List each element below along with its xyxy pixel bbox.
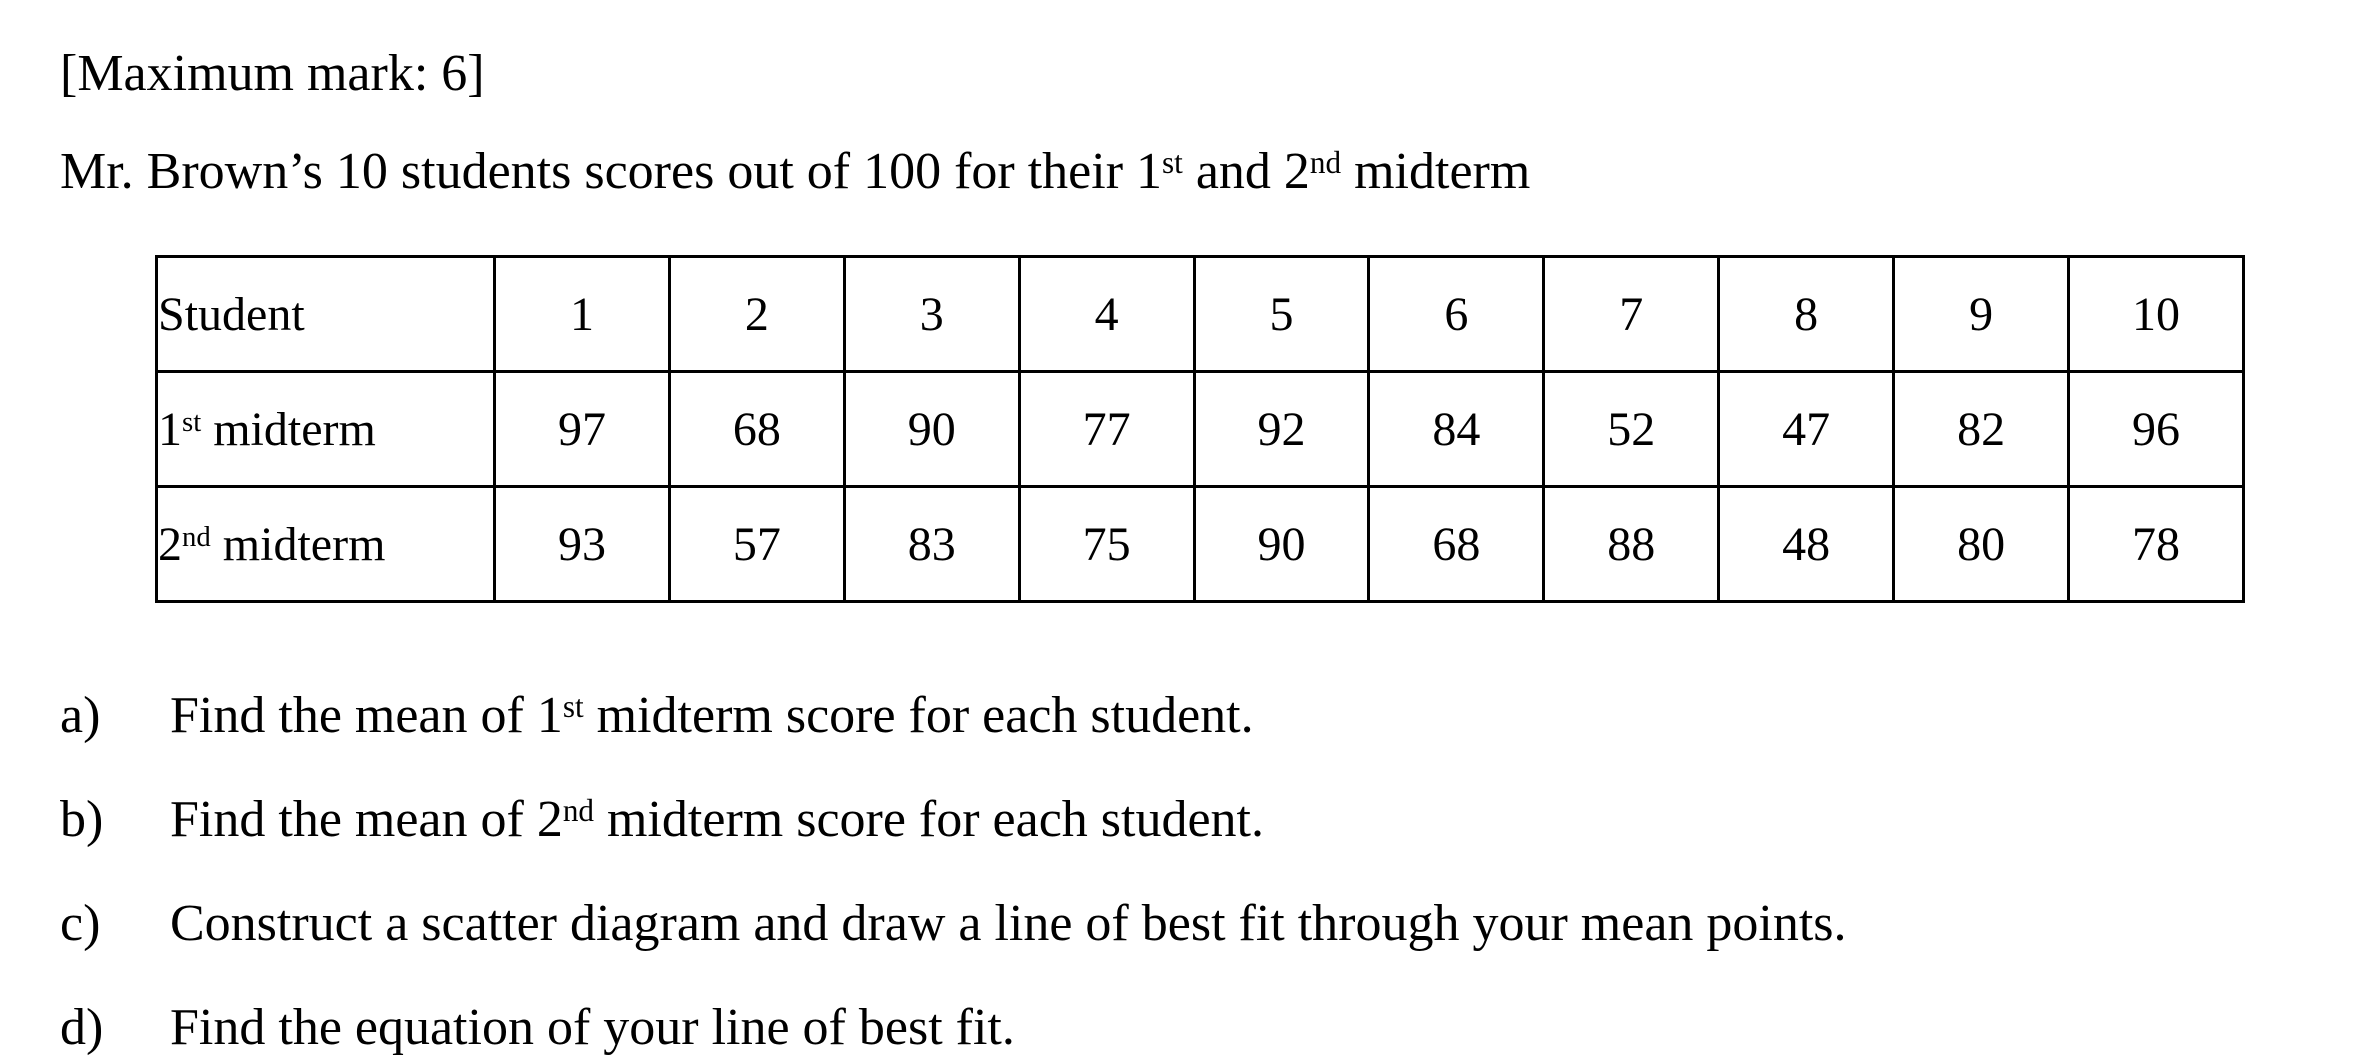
table-score-cell: 93 [495, 487, 670, 602]
row-label-rest: midterm [201, 402, 376, 456]
table-row-label [157, 372, 495, 487]
table-score-cell: 68 [1369, 487, 1544, 602]
table-score-cell: 90 [1194, 487, 1369, 602]
question-label: d) [60, 999, 104, 1056]
question-superscript: nd [562, 793, 595, 829]
table-score-cell: 77 [1019, 372, 1194, 487]
max-mark-text: [Maximum mark: 6] [60, 45, 485, 102]
row-label-superscript: nd [182, 520, 211, 553]
question-text: Find the equation of your line of best fit. [170, 999, 1015, 1056]
question-label: a) [60, 687, 101, 744]
table-header-col: 2 [669, 257, 844, 372]
table-score-cell: 88 [1544, 487, 1719, 602]
question-text-cont: midterm score for each student. [583, 687, 1254, 744]
table-score-cell: 92 [1194, 372, 1369, 487]
question-text-cont: midterm score for each student. [594, 791, 1264, 848]
question-item [60, 790, 1264, 849]
intro-part2: and 2 [1182, 143, 1310, 200]
table-row [157, 372, 2244, 487]
row-label-base: 2 [158, 517, 182, 571]
table-score-cell: 97 [495, 372, 670, 487]
table-header-student: Student [157, 257, 495, 372]
table-row-label [157, 487, 495, 602]
table-row [157, 487, 2244, 602]
table-score-cell: 83 [844, 487, 1019, 602]
question-text: Find the mean of 2 [170, 791, 563, 848]
table-score-cell: 78 [2069, 487, 2244, 602]
table-header-col: 6 [1369, 257, 1544, 372]
table-header-col: 1 [495, 257, 670, 372]
table-score-cell: 57 [669, 487, 844, 602]
table-score-cell: 82 [1894, 372, 2069, 487]
table-header-col: 3 [844, 257, 1019, 372]
intro-part3: midterm [1341, 143, 1531, 200]
question-superscript: st [562, 689, 584, 725]
scores-table [155, 255, 2245, 603]
table-score-cell: 47 [1719, 372, 1894, 487]
intro-superscript-st: st [1162, 145, 1183, 181]
table-score-cell: 48 [1719, 487, 1894, 602]
question-item [60, 894, 1847, 953]
table-score-cell: 80 [1894, 487, 2069, 602]
table-score-cell: 75 [1019, 487, 1194, 602]
table-score-cell: 96 [2069, 372, 2244, 487]
question-text: Find the mean of 1 [170, 687, 563, 744]
table-header-col: 7 [1544, 257, 1719, 372]
intro-part1: Mr. Brown’s 10 students scores out of 100 for their 1 [60, 143, 1163, 200]
table-score-cell: 68 [669, 372, 844, 487]
intro-superscript-nd: nd [1309, 145, 1342, 181]
table-score-cell: 90 [844, 372, 1019, 487]
table-header-col: 4 [1019, 257, 1194, 372]
table-header-col: 10 [2069, 257, 2244, 372]
question-label: c) [60, 895, 101, 952]
table-header-col: 9 [1894, 257, 2069, 372]
table-header-col: 8 [1719, 257, 1894, 372]
table-score-cell: 84 [1369, 372, 1544, 487]
table-header-col: 5 [1194, 257, 1369, 372]
row-label-rest: midterm [210, 517, 386, 571]
table-score-cell: 52 [1544, 372, 1719, 487]
intro-sentence [60, 142, 1530, 201]
question-text: Construct a scatter diagram and draw a line of best fit through your mean points. [170, 895, 1847, 952]
row-label-base: 1 [158, 402, 182, 456]
question-item-clipped [60, 998, 1015, 1057]
row-label-superscript: st [182, 405, 202, 438]
question-label: b) [60, 791, 104, 848]
table-header-row [157, 257, 2244, 372]
question-item [60, 686, 1254, 745]
